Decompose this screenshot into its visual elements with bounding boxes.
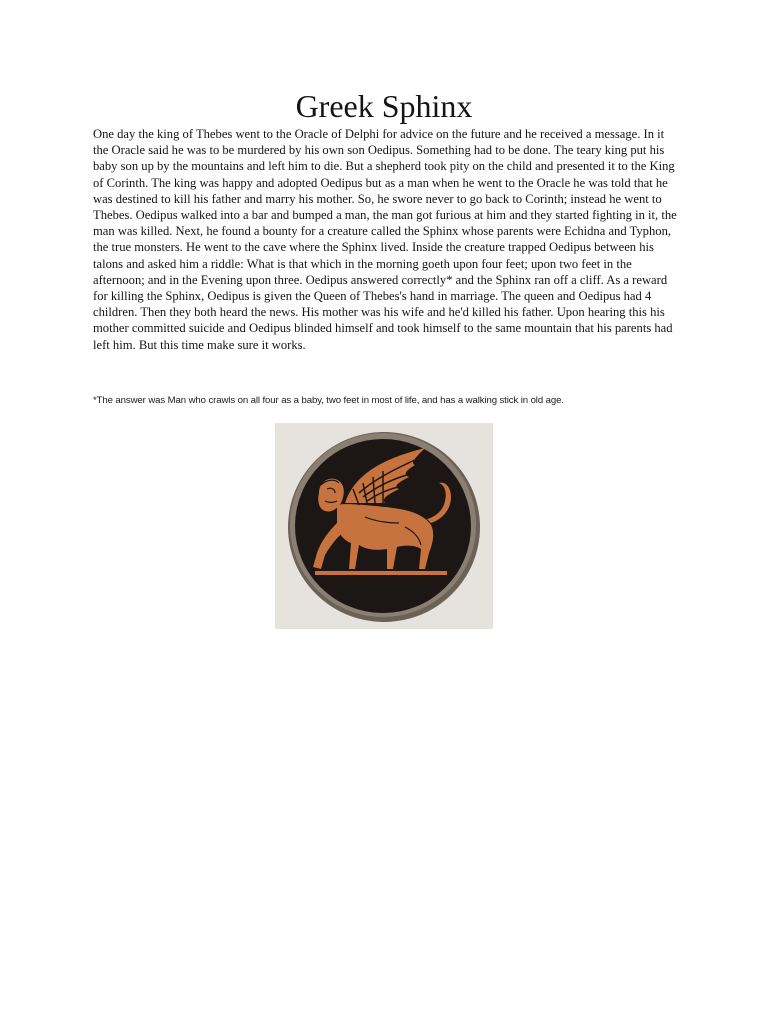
body-paragraph: One day the king of Thebes went to the Oracle of Delphi for advice on the future and he received a message. In it the Oracle said he was to be murdered by his own son Oedipus. Something had to be done. The teary king put his baby son up by the mountains and left him to die. But a shepherd took pity on the child and presented it to the King of Corinth. The king was happy and adopted Oedipus but as a man when he went to the Oracle he was told that he was destined to kill his father and marry his mother. So, he swore never to go back to Corinth; instead he went to Thebes. Oedipus walked into a bar and bumped a man, the man got furious at him and they started fighting in it, the man was killed. Next, he found a bounty for a creature called the Sphinx whose parents were Echidna and Typhon, the true monsters. He went to the cave where the Sphinx lived. Inside the creature trapped Oedipus between his talons and asked him a riddle: What is that which in the morning goeth upon four feet; upon two feet in the afternoon; and in the Evening upon three. Oedipus answered correctly* and the Sphinx ran off a cliff. As a reward for killing the Sphinx, Oedipus is given the Queen of Thebes's hand in marriage. The queen and Oedipus had 4 children. Then they both heard the news. His mother was his wife and he'd killed his father. Upon hearing this his mother committed suicide and Oedipus blinded himself and took himself to the same mountain that his parents had left him. But this time make sure it works. [93, 127, 677, 352]
sphinx-plate-image [275, 423, 493, 629]
page-title: Greek Sphinx [295, 88, 473, 124]
ground-line [315, 571, 447, 575]
footnote: *The answer was Man who crawls on all four as a baby, two feet in most of life, and has a walking stick in old age. [93, 395, 564, 406]
